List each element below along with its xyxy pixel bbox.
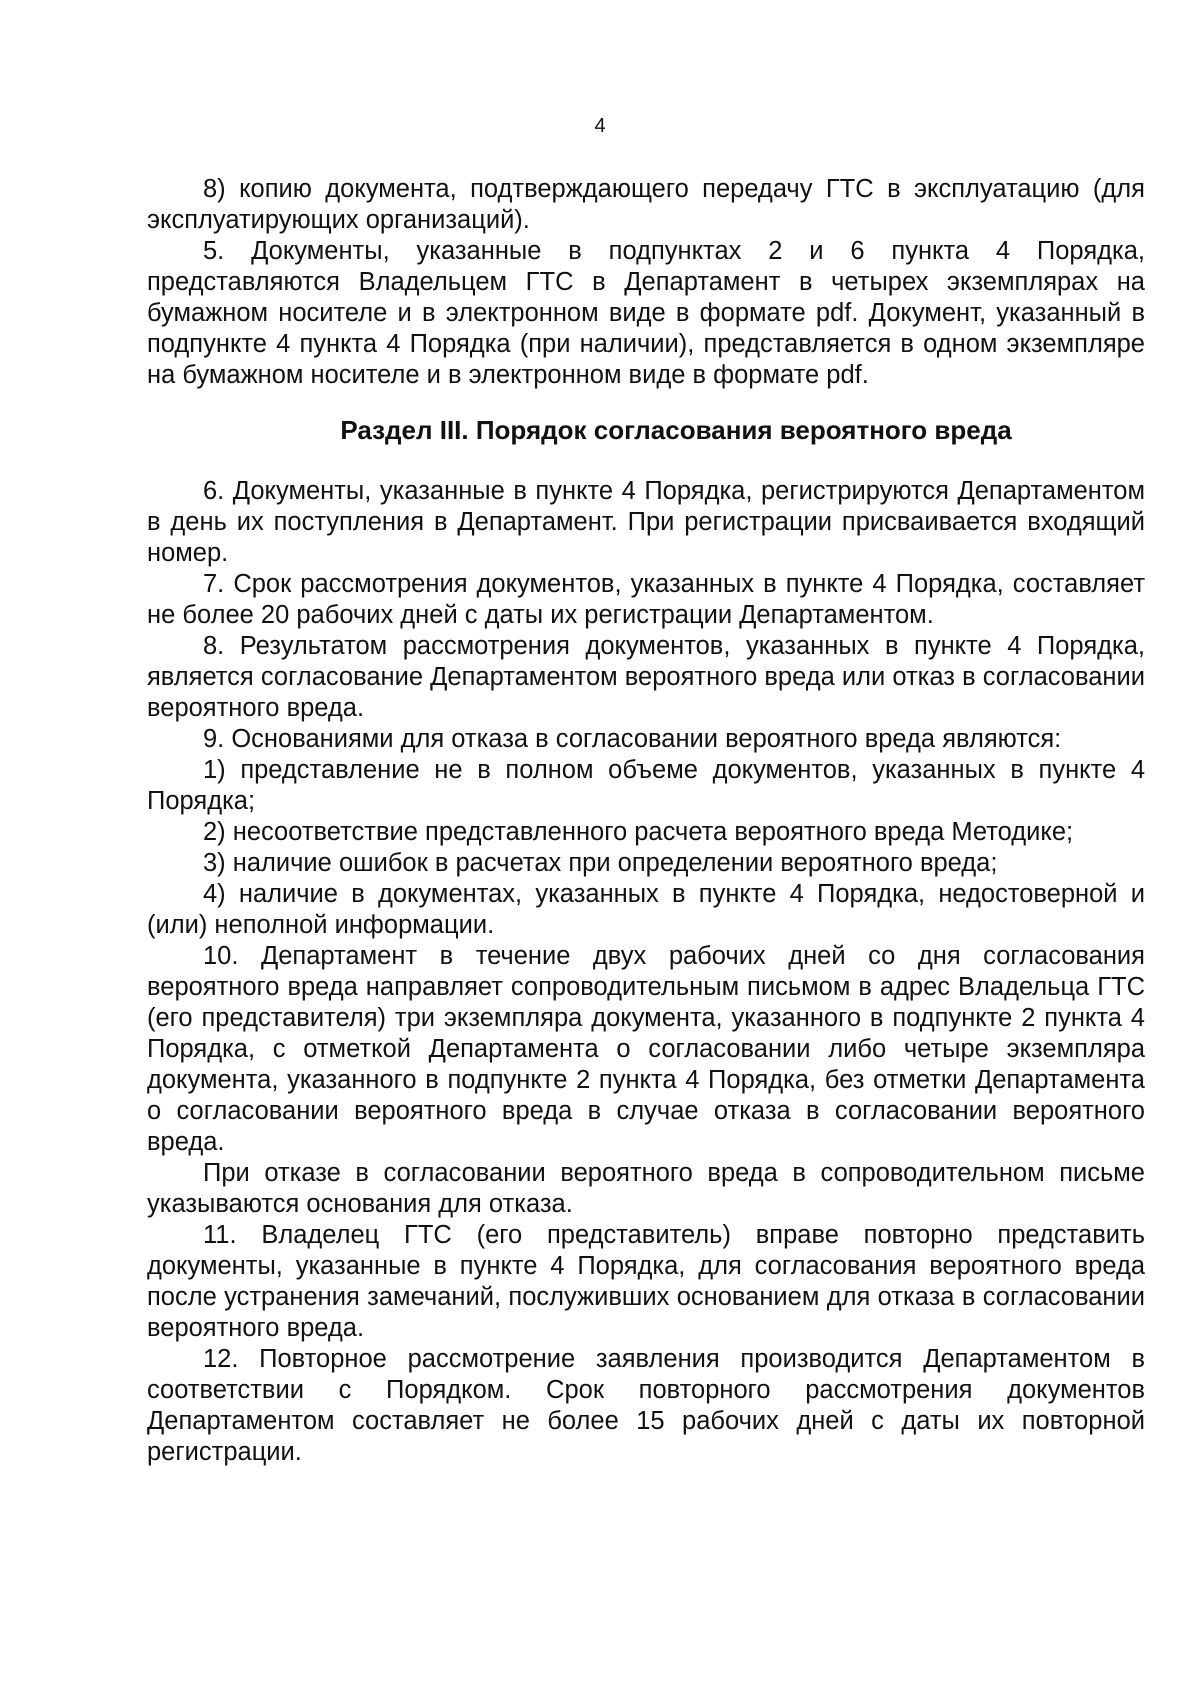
paragraph-9-item-4: 4) наличие в документах, указанных в пункте 4 Порядка, недостоверной и (или) неполной информации. bbox=[147, 880, 1145, 939]
paragraph-9-item-1: 1) представление не в полном объеме документов, указанных в пункте 4 Порядка; bbox=[147, 756, 1145, 815]
document-body bbox=[147, 174, 1145, 1468]
paragraph-10-refusal: При отказе в согласовании вероятного вреда в сопроводительном письме указываются основания для отказа. bbox=[147, 1159, 1145, 1218]
paragraph-8: 8. Результатом рассмотрения документов, указанных в пункте 4 Порядка, является согласование Департаментом вероятного вреда или отказ в согласовании вероятного вреда. bbox=[147, 632, 1145, 722]
paragraph-9-item-2: 2) несоответствие представленного расчета вероятного вреда Методике; bbox=[203, 818, 1074, 846]
paragraph-12: 12. Повторное рассмотрение заявления производится Департаментом в соответствии с Порядком. Срок повторного рассмотрения документов Департаментом составляет не более 15 рабочих дней с даты их повторной регистрации. bbox=[147, 1345, 1145, 1466]
paragraph-9-item-3: 3) наличие ошибок в расчетах при определении вероятного вреда; bbox=[203, 849, 998, 877]
paragraph-10: 10. Департамент в течение двух рабочих дней со дня согласования вероятного вреда направляет сопроводительным письмом в адрес Владельца ГТС (его представителя) три экземпляра документа, указанного в подпункте 2 пункта 4 Порядка, с отметкой Департамента о согласовании либо четыре экземпляра документа, указанного в подпункте 2 пункта 4 Порядка, без отметки Департамента о согласовании вероятного вреда в случае отказа в согласовании вероятного вреда. bbox=[147, 942, 1145, 1156]
page-number: 4 bbox=[594, 115, 606, 137]
paragraph-6: 6. Документы, указанные в пункте 4 Порядка, регистрируются Департаментом в день их поступления в Департамент. При регистрации присваивается входящий номер. bbox=[147, 477, 1145, 567]
paragraph-11: 11. Владелец ГТС (его представитель) вправе повторно представить документы, указанные в пункте 4 Порядка, для согласования вероятного вреда после устранения замечаний, послуживших основанием для отказа в согласовании вероятного вреда. bbox=[147, 1221, 1145, 1342]
paragraph-7: 7. Срок рассмотрения документов, указанных в пункте 4 Порядка, составляет не более 20 рабочих дней с даты их регистрации Департаментом. bbox=[147, 570, 1145, 629]
paragraph-9: 9. Основаниями для отказа в согласовании вероятного вреда являются: bbox=[203, 725, 1062, 753]
section-title: Раздел III. Порядок согласования вероятного вреда bbox=[340, 415, 1012, 445]
paragraph-5: 5. Документы, указанные в подпунктах 2 и 6 пункта 4 Порядка, представляются Владельцем ГТС в Департамент в четырех экземплярах на бумажном носителе и в электронном виде в формате pdf. Документ, указанный в подпункте 4 пункта 4 Порядка (при наличии), представляется в одном экземпляре на бумажном носителе и в электронном виде в формате pdf. bbox=[147, 237, 1145, 389]
paragraph-item-8: 8) копию документа, подтверждающего передачу ГТС в эксплуатацию (для эксплуатирующих организаций). bbox=[147, 175, 1145, 234]
